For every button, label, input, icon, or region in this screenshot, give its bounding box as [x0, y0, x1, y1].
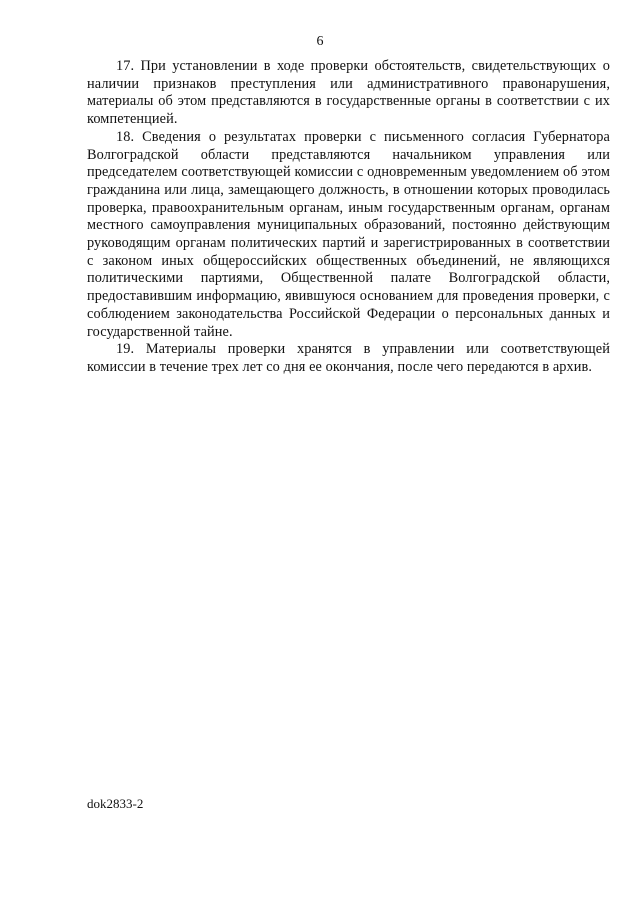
- paragraph-18: 18. Сведения о результатах проверки с письменного согласия Губернатора Волгоградской области представляются начальником управления или председателем соответствующей комиссии с одновременным уведомлением об этом гражданина или лица, замещающего должность, в отношении которых проводилась проверка, правоохранительным органам, иным государственным органам, органам местного самоуправления муниципальных образований, постоянно действующим руководящим органам политических партий и зарегистрированных в соответствии с законом иных общероссийских общественных объединений, не являющихся политическими партиями, Общественной палате Волгоградской области, предоставившим информацию, явившуюся основанием для проведения проверки, с соблюдением законодательства Российской Федерации о персональных данных и государственной тайне.: [87, 128, 610, 340]
- document-code: dok2833-2: [87, 796, 144, 811]
- paragraph-19: 19. Материалы проверки хранятся в управлении или соответствующей комиссии в течение трех лет со дня ее окончания, после чего передаются в архив.: [87, 341, 610, 375]
- paragraph-17: 17. При установлении в ходе проверки обстоятельств, свидетельствующих о наличии признаков преступления или административного правонарушения, материалы об этом представляются в государственные органы в соответствии с их компетенцией.: [87, 58, 610, 128]
- page-number: 6: [316, 34, 324, 49]
- document-body: [87, 58, 610, 377]
